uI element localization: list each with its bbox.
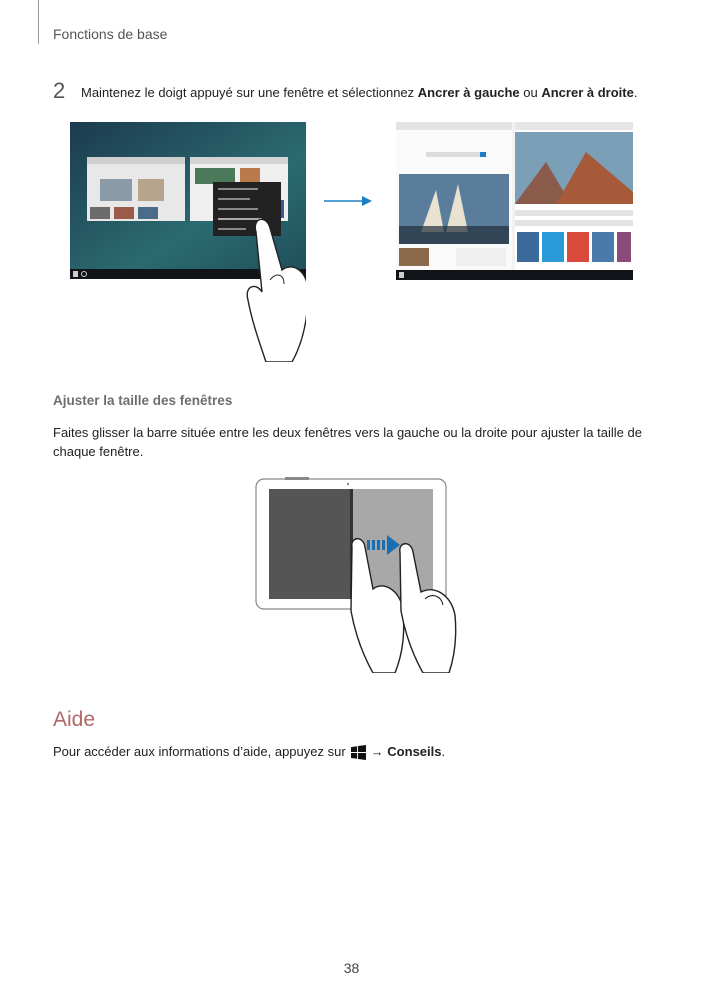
arrow-right-icon — [322, 191, 374, 211]
figure-snap-after — [396, 122, 633, 280]
help-text-before: Pour accéder aux informations d’aide, appuyez sur — [53, 744, 346, 759]
option-snap-left: Ancrer à gauche — [417, 85, 520, 100]
help-arrow: → — [370, 744, 384, 759]
step-text-after: . — [633, 85, 638, 100]
section-title: Fonctions de base — [53, 26, 168, 42]
option-snap-right: Ancrer à droite — [541, 85, 634, 100]
step-text-middle: ou — [519, 85, 542, 100]
windows-start-icon — [351, 745, 366, 760]
taskbar-after — [396, 270, 633, 280]
step-2 — [53, 80, 637, 102]
step-instruction — [81, 84, 637, 102]
help-instruction — [53, 743, 445, 761]
figure-snap-before — [70, 122, 306, 362]
resize-paragraph: Faites glisser la barre située entre les deux fenêtres vers la gauche ou la droite pour ajuster la taille de chaque fenêtre. — [53, 425, 642, 459]
step-text-before: Maintenez le doigt appuyé sur une fenêtre et sélectionnez — [81, 85, 418, 100]
resize-heading: Ajuster la taille des fenêtres — [53, 393, 233, 408]
step-number: 2 — [53, 78, 66, 103]
page-number: 38 — [343, 960, 360, 976]
left-window — [269, 489, 353, 599]
figure-resize — [255, 477, 491, 673]
help-title: Aide — [53, 708, 96, 731]
help-text-after: . — [441, 744, 446, 759]
header-rule — [38, 0, 39, 44]
help-conseils: Conseils — [387, 744, 442, 759]
